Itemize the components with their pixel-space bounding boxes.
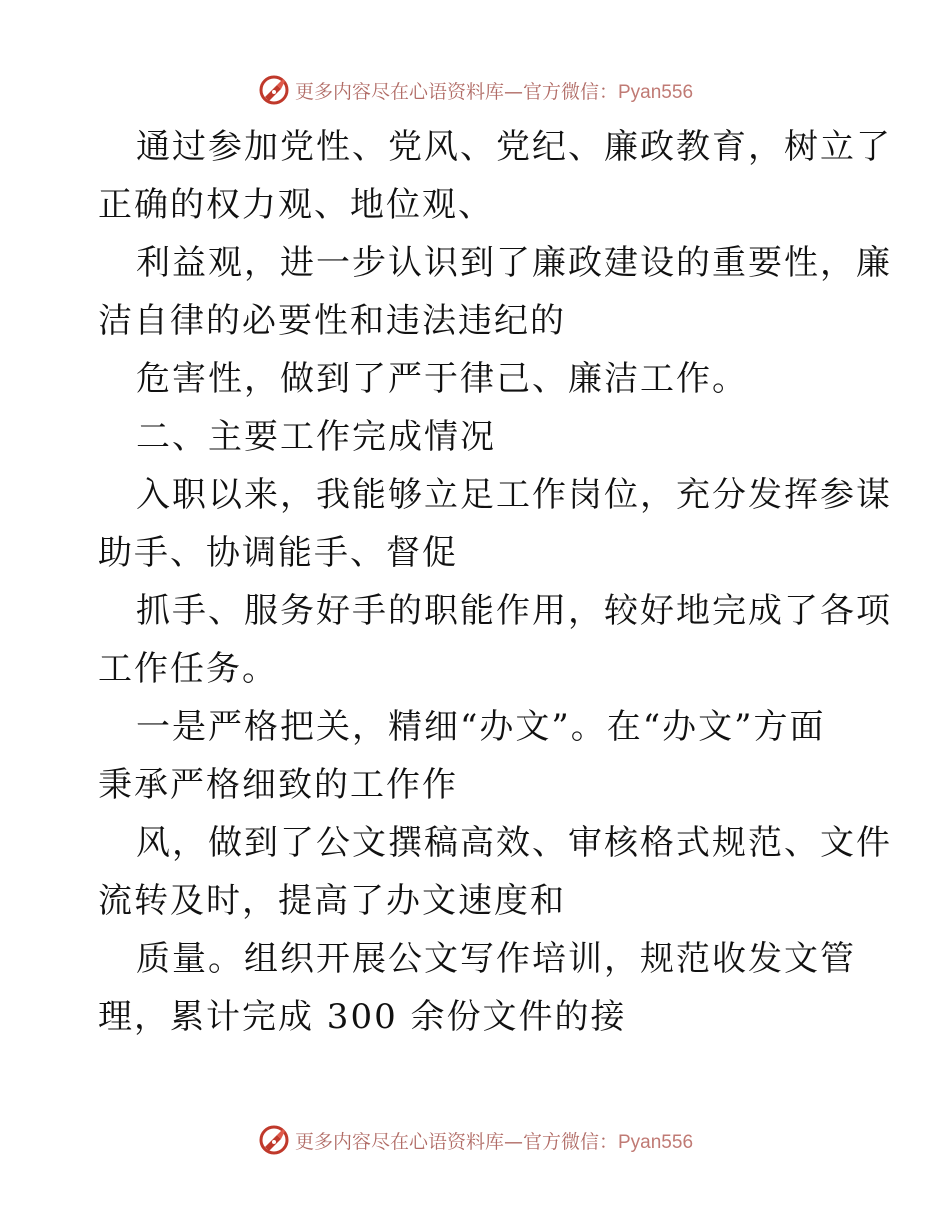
header-banner-separator: — — [503, 80, 523, 103]
body-text-line: 入职以来，我能够立足工作岗位，充分发挥参谋 — [136, 475, 892, 515]
body-text-line: 正确的权力观、地位观、 — [98, 185, 494, 225]
header-banner — [0, 70, 950, 110]
body-text-line: 一是严格把关，精细“办文”。在“办文”方面 — [136, 707, 826, 747]
pen-nib-circle-logo-icon — [257, 73, 291, 107]
body-text-line: 风，做到了公文撰稿高效、审核格式规范、文件 — [136, 823, 892, 863]
pen-nib-circle-logo-icon — [257, 1123, 291, 1157]
document-body — [98, 118, 892, 1046]
footer-banner-wechat-id: Pyan556 — [618, 1131, 694, 1153]
body-text-line: 质量。组织开展公文写作培训，规范收发文管 — [136, 939, 856, 979]
body-text-line: 工作任务。 — [98, 649, 278, 689]
body-text-line: 流转及时，提高了办文速度和 — [98, 881, 566, 921]
body-text-line: 洁自律的必要性和违法违纪的 — [98, 301, 566, 341]
body-text-line: 理，累计完成 300 余份文件的接 — [98, 997, 627, 1037]
body-text-line: 危害性，做到了严于律己、廉洁工作。 — [136, 359, 748, 399]
footer-banner — [0, 1120, 950, 1160]
footer-banner-sub: 官方微信： — [522, 1130, 618, 1153]
footer-banner-main: 更多内容尽在心语资料库 — [294, 1130, 504, 1153]
body-text-line: 助手、协调能手、督促 — [98, 533, 458, 573]
footer-banner-separator: — — [503, 1130, 523, 1153]
footer-banner-text — [295, 1127, 693, 1154]
body-text-line: 利益观，进一步认识到了廉政建设的重要性，廉 — [136, 243, 892, 283]
header-banner-sub: 官方微信： — [522, 80, 618, 103]
header-banner-wechat-id: Pyan556 — [618, 81, 694, 103]
body-text-line: 二、主要工作完成情况 — [136, 417, 496, 457]
body-text-line: 抓手、服务好手的职能作用，较好地完成了各项 — [136, 591, 892, 631]
body-text-line: 秉承严格细致的工作作 — [98, 765, 458, 805]
body-text-line: 通过参加党性、党风、党纪、廉政教育，树立了 — [136, 127, 892, 167]
header-banner-text — [295, 77, 693, 104]
header-banner-main: 更多内容尽在心语资料库 — [294, 80, 504, 103]
